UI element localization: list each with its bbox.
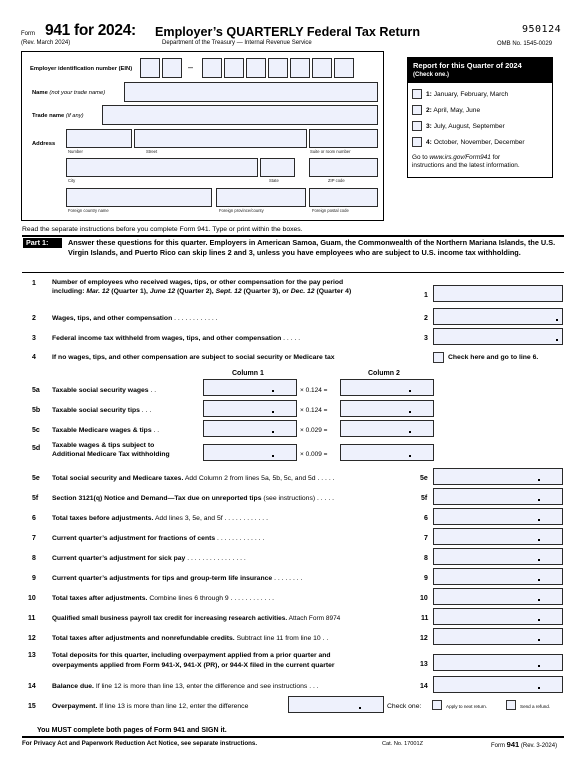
line-5d-number: 5d [32, 445, 41, 452]
form-title: 941 for 2024: [45, 22, 136, 39]
ein-digit-2[interactable] [162, 58, 182, 78]
footer-rule [22, 736, 564, 738]
apply-next-return-checkbox[interactable] [432, 700, 442, 710]
line-5c-text: Taxable Medicare wages & tips . . [52, 427, 160, 434]
line-8-number: 8 [32, 555, 36, 562]
number-caption: Number [68, 149, 83, 154]
quarter-title: Report for this Quarter of 2024 [413, 61, 522, 70]
column-2-header: Column 2 [368, 370, 400, 377]
zip-caption: ZIP code [328, 178, 345, 183]
line-5c-column-2-input[interactable] [340, 420, 434, 437]
line-8-input[interactable] [433, 548, 563, 565]
ein-digit-5[interactable] [246, 58, 266, 78]
irs-form-link[interactable]: www.irs.gov/Form941 [429, 154, 491, 161]
line-5d-text: Taxable wages & tips subject to Additional Medicare Tax withholding [52, 442, 170, 458]
footer-form-id: Form 941 (Rev. 3-2024) [491, 740, 558, 749]
postal-caption: Foreign postal code [312, 208, 349, 213]
line-5d-column-1-input[interactable] [203, 444, 297, 461]
privacy-notice: For Privacy Act and Paperwork Reduction Act Notice, see separate instructions. [22, 740, 258, 747]
employer-name-input[interactable] [124, 82, 378, 102]
line-5b-column-2-input[interactable] [340, 400, 434, 417]
line-7-number: 7 [32, 535, 36, 542]
line-4-checkbox[interactable] [433, 352, 444, 363]
line-6-input[interactable] [433, 508, 563, 525]
instructions-line: Read the separate instructions before you complete Form 941. Type or print within the boxes. [22, 226, 303, 233]
line-2-ref: 2 [424, 315, 428, 322]
address-street-input[interactable] [134, 129, 307, 148]
line-10-number: 10 [28, 595, 36, 602]
line-14-text: Balance due. If line 12 is more than line 13, enter the difference and see instructions . . . [52, 683, 319, 690]
address-number-input[interactable] [66, 129, 132, 148]
line-5b-rate: × 0.124 = [300, 407, 328, 414]
form-subtitle: Employer’s QUARTERLY Federal Tax Return [155, 25, 421, 39]
ein-digit-4[interactable] [224, 58, 244, 78]
line-2-text: Wages, tips, and other compensation . . . . . . . . . . . . [52, 315, 218, 322]
part1-bottom-rule [22, 272, 564, 273]
ein-digit-7[interactable] [290, 58, 310, 78]
line-5d-rate: × 0.009 = [300, 451, 328, 458]
line-1-number: 1 [32, 280, 36, 287]
catalog-number: Cat. No. 17001Z [382, 741, 424, 747]
zip-input[interactable] [309, 158, 378, 177]
line-15-overpayment-input[interactable] [288, 696, 384, 713]
foreign-postal-input[interactable] [309, 188, 378, 207]
line-3-withheld-input[interactable] [433, 328, 563, 345]
city-caption: City [68, 178, 76, 183]
quarter-1-label: 1: January, February, March [426, 91, 509, 98]
line-5e-input[interactable] [433, 468, 563, 485]
revision-date: (Rev. March 2024) [21, 40, 71, 46]
line-9-ref: 9 [424, 575, 428, 582]
line-10-ref: 10 [420, 595, 428, 602]
line-11-text: Qualified small business payroll tax credit for increasing research activities. Attach Form 8974 [52, 615, 341, 622]
line-5b-text: Taxable social security tips . . . [52, 407, 152, 414]
line-5c-column-1-input[interactable] [203, 420, 297, 437]
line-10-text: Total taxes after adjustments. Combine lines 6 through 9 . . . . . . . . . . . . [52, 595, 274, 602]
send-refund-label: Send a refund. [520, 704, 551, 709]
line-13-text: Total deposits for this quarter, including overpayment applied from a prior quarter and overpayments applied from Form 941-X, 941-X (PR), or 944-X filed in the current quarter [52, 652, 335, 669]
line-3-text: Federal income tax withheld from wages, tips, and other compensation . . . . . [52, 335, 301, 342]
line-14-number: 14 [28, 683, 36, 690]
line-5c-rate: × 0.029 = [300, 427, 328, 434]
line-2-wages-input[interactable] [433, 308, 563, 325]
part1-top-rule [22, 235, 564, 237]
quarter-subtitle: (Check one.) [413, 72, 450, 78]
quarter-1-checkbox[interactable] [412, 89, 422, 99]
line-5d-column-2-input[interactable] [340, 444, 434, 461]
line-15-number: 15 [28, 703, 36, 710]
suite-caption: Suite or room number [310, 149, 351, 154]
city-input[interactable] [66, 158, 258, 177]
line-9-input[interactable] [433, 568, 563, 585]
line-11-input[interactable] [433, 608, 563, 625]
part1-heading: Answer these questions for this quarter. Employers in American Samoa, Guam, the Commonwealth of the Northern Mariana Islands, the U.S. Virgin Islands, and Puerto Rico can skip lines 2 and 3, unless you have employees who are subject to U.S. income tax withholding. [68, 238, 556, 257]
province-caption: Foreign province/county [219, 208, 264, 213]
omb-number: OMB No. 1545-0029 [497, 41, 553, 47]
line-5f-number: 5f [32, 495, 39, 502]
line-14-ref: 14 [420, 683, 428, 690]
ein-digit-9[interactable] [334, 58, 354, 78]
line-7-ref: 7 [424, 535, 428, 542]
address-label: Address [32, 141, 56, 147]
line-5e-ref: 5e [420, 475, 428, 482]
line-3-ref: 3 [424, 335, 428, 342]
line-10-input[interactable] [433, 588, 563, 605]
line-15-check-one: Check one: [387, 703, 422, 710]
line-7-text: Current quarter’s adjustment for fractions of cents . . . . . . . . . . . . . [52, 535, 265, 542]
line-5e-text: Total social security and Medicare taxes. Add Column 2 from lines 5a, 5b, 5c, and 5d . . . . . [52, 475, 335, 482]
quarter-3-checkbox[interactable] [412, 121, 422, 131]
column-1-header: Column 1 [232, 370, 264, 377]
line-4-check-label: Check here and go to line 6. [448, 354, 539, 361]
line-7-input[interactable] [433, 528, 563, 545]
line-5a-column-2-input[interactable] [340, 379, 434, 396]
line-6-ref: 6 [424, 515, 428, 522]
line-1-ref: 1 [424, 292, 428, 299]
department-label: Department of the Treasury — Internal Revenue Service [162, 40, 312, 46]
ein-dash: – [188, 62, 194, 72]
line-2-number: 2 [32, 315, 36, 322]
line-11-number: 11 [28, 615, 36, 622]
line-5f-input[interactable] [433, 488, 563, 505]
ein-digit-8[interactable] [312, 58, 332, 78]
state-input[interactable] [260, 158, 295, 177]
apply-next-return-label: Apply to next return. [446, 704, 488, 709]
ein-label: Employer identification number (EIN) [30, 66, 133, 72]
ein-digit-6[interactable] [268, 58, 288, 78]
line-5b-column-1-input[interactable] [203, 400, 297, 417]
line-5a-column-1-input[interactable] [203, 379, 297, 396]
line-14-balance-input[interactable] [433, 676, 563, 693]
foreign-province-input[interactable] [216, 188, 306, 207]
state-caption: State [269, 178, 279, 183]
line-1-text: Number of employees who received wages, tips, or other compensation for the pay period including: Mar. 12 (Quarter 1), June 12 (Quarter 2), Sept. 12 (Quarter 3), or Dec. 12 (Quarter 4) [52, 279, 352, 295]
line-9-number: 9 [32, 575, 36, 582]
line-13-number: 13 [28, 652, 36, 659]
line-13-deposits-input[interactable] [433, 654, 563, 671]
line-12-number: 12 [28, 635, 36, 642]
foreign-country-input[interactable] [66, 188, 212, 207]
quarter-2-checkbox[interactable] [412, 105, 422, 115]
ein-digit-1[interactable] [140, 58, 160, 78]
line-8-ref: 8 [424, 555, 428, 562]
line-5a-rate: × 0.124 = [300, 387, 328, 394]
street-caption: Street [146, 149, 158, 154]
line-13-ref: 13 [420, 661, 428, 668]
line-5c-number: 5c [32, 427, 40, 434]
trade-name-label: Trade name (if any) [32, 113, 84, 119]
line-5e-number: 5e [32, 475, 40, 482]
line-15-text: Overpayment. If line 13 is more than line 12, enter the difference [52, 703, 249, 710]
country-caption: Foreign country name [68, 208, 109, 213]
line-4-text: If no wages, tips, and other compensation are subject to social security or Medicare tax [52, 354, 335, 361]
line-5a-number: 5a [32, 387, 40, 394]
ein-digit-3[interactable] [202, 58, 222, 78]
name-label: Name (not your trade name) [32, 90, 106, 96]
quarter-note: Go to www.irs.gov/Form941 for instructions and the latest information. [412, 154, 520, 169]
quarter-3-label: 3: July, August, September [426, 123, 505, 130]
line-1-employees-input[interactable] [433, 285, 563, 302]
line-5b-number: 5b [32, 407, 41, 414]
line-11-ref: 11 [421, 615, 429, 622]
line-12-input[interactable] [433, 628, 563, 645]
quarter-4-checkbox[interactable] [412, 137, 422, 147]
form-code: 950124 [522, 24, 562, 35]
line-3-number: 3 [32, 335, 36, 342]
address-suite-input[interactable] [309, 129, 378, 148]
line-5f-ref: 5f [421, 495, 428, 502]
line-12-ref: 12 [420, 635, 428, 642]
send-refund-checkbox[interactable] [506, 700, 516, 710]
line-5a-text: Taxable social security wages . . [52, 387, 157, 394]
sign-notice: You MUST complete both pages of Form 941 and SIGN it. [37, 727, 227, 734]
line-6-number: 6 [32, 515, 36, 522]
trade-name-input[interactable] [102, 105, 378, 125]
line-12-text: Total taxes after adjustments and nonrefundable credits. Subtract line 11 from line 10 . . [52, 635, 329, 642]
line-5f-text: Section 3121(q) Notice and Demand—Tax due on unreported tips (see instructions) . . . . . [52, 495, 335, 502]
line-9-text: Current quarter’s adjustments for tips and group-term life insurance . . . . . . . . [52, 575, 303, 582]
line-4-number: 4 [32, 354, 36, 361]
quarter-4-label: 4: October, November, December [426, 139, 525, 146]
line-8-text: Current quarter’s adjustment for sick pay . . . . . . . . . . . . . . . . [52, 555, 246, 562]
line-6-text: Total taxes before adjustments. Add lines 3, 5e, and 5f . . . . . . . . . . . . [52, 515, 268, 522]
part1-tag: Part 1: [23, 238, 62, 248]
quarter-2-label: 2: April, May, June [426, 107, 481, 114]
form-label: Form [21, 31, 35, 37]
